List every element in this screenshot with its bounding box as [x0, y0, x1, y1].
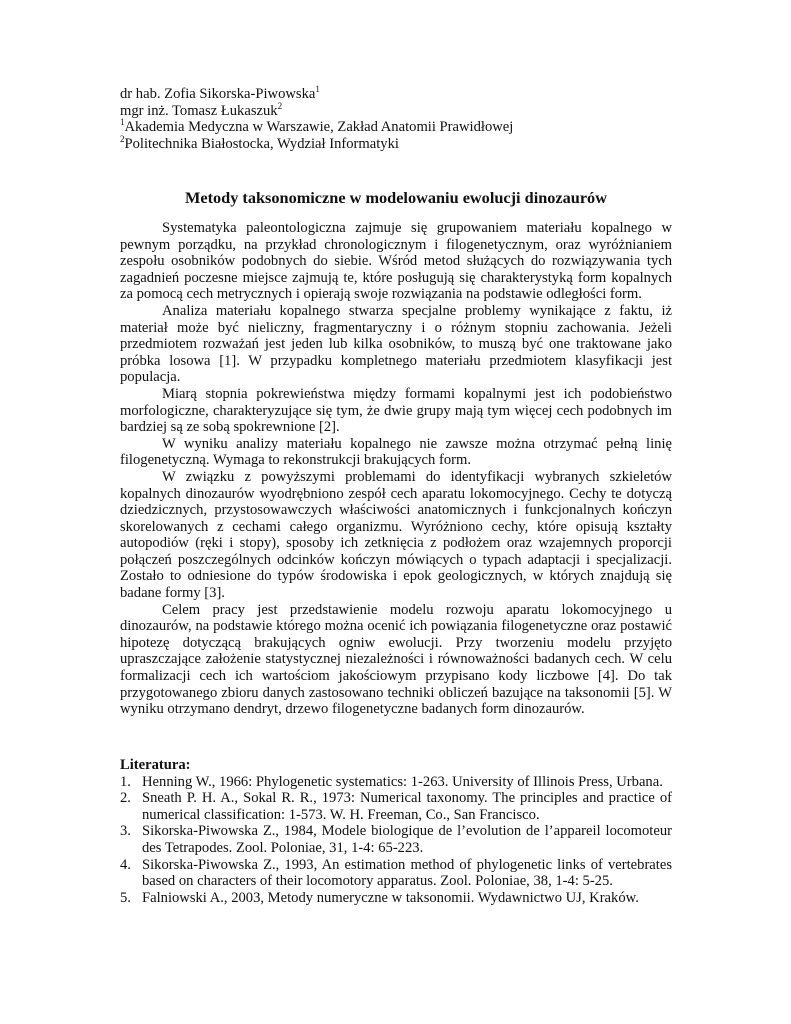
- body-paragraph: Systematyka paleontologiczna zajmuje się grupowaniem materiału kopalnego w pewnym porządku, na przykład chronologicznym i filogenetycznym, oraz wyróżnianiem zespołu osobników podobnych do siebie. Wśród metod służących do rozwiązywania tych zagadnień poczesne miejsce zajmują te, które posługują się charakterystyką form kopalnych za pomocą cech metrycznych i opierają swoje rozwiązania na podstawie odległości form.: [120, 220, 672, 303]
- author-line: [120, 86, 680, 103]
- reference-item: [120, 890, 672, 907]
- affiliation-line: [120, 119, 680, 136]
- reference-text: Sneath P. H. A., Sokal R. R., 1973: Numerical taxonomy. The principles and practice of numerical classification: 1-573. W. H. Freeman, Co., San Francisco.: [142, 790, 672, 823]
- affiliation-text: Politechnika Białostocka, Wydział Informatyki: [124, 135, 399, 152]
- reference-number: 2.: [120, 790, 131, 807]
- reference-text: Sikorska-Piwowska Z., 1993, An estimation method of phylogenetic links of vertebrates based on characters of their locomotory apparatus. Zool. Poloniae, 38, 1-4: 5-25.: [142, 856, 672, 890]
- body-paragraph: Miarą stopnia pokrewieństwa między formami kopalnymi jest ich podobieństwo morfologiczne, charakteryzujące się tym, że dwie grupy mają tym więcej cech podobnych im bardziej są ze sobą spokrewnione [2].: [120, 385, 672, 436]
- reference-text: Falniowski A., 2003, Metody numeryczne w taksonomii. Wydawnictwo UJ, Kraków.: [142, 889, 639, 906]
- body-paragraph: W wyniku analizy materiału kopalnego nie zawsze można otrzymać pełną linię filogenetyczną. Wymaga to rekonstrukcji brakujących form.: [120, 435, 672, 469]
- reference-text: Sikorska-Piwowska Z., 1984, Modele biologique de l’evolution de l’appareil locomoteur des Tetrapodes. Zool. Poloniae, 31, 1-4: 65-223.: [142, 823, 672, 856]
- author-name: dr hab. Zofia Sikorska-Piwowska: [120, 86, 316, 102]
- affiliation-superscript: 2: [120, 133, 125, 144]
- author-name: mgr inż. Tomasz Łukaszuk: [120, 102, 278, 119]
- references-heading: Literatura:: [120, 757, 191, 773]
- body-paragraph: Celem pracy jest przedstawienie modelu rozwoju aparatu lokomocyjnego u dinozaurów, na podstawie którego można ocenić ich powiązania filogenetyczne oraz postawić hipotezę dotyczącą brakujących ogniw ewolucji. Przy tworzeniu modelu przyjęto upraszczające założenie statystycznej niezależności i równoważności badanych cech. W celu formalizacji cech ich wartościom jakościowym przypisano kody liczbowe [4]. Do tak przygotowanego zbioru danych zastosowano techniki obliczeń bazujące na taksonomii [5]. W wyniku otrzymano dendryt, drzewo filogenetyczne badanych form dinozaurów.: [120, 601, 672, 718]
- body-paragraph: W związku z powyższymi problemami do identyfikacji wybranych szkieletów kopalnych dinozaurów wyodrębniono zespół cech aparatu lokomocyjnego. Cechy te dotyczą dziedzicznych, przystosowawczych właściwości anatomicznych i funkcjonalnych kończyn skorelowanych z cechami całego organizmu. Wyróżniono cechy, które opisują kształty autopodiów (ręki i stopy), sposoby ich zetknięcia z podłożem oraz wzajemnych proporcji połączeń poszczególnych odcinków kończyn mówiących o typach adaptacji i specjalizacji. Zostało to odniesione do typów środowiska i epok geologicznych, w których znajdują się badane formy [3].: [120, 468, 672, 602]
- reference-item: [120, 774, 672, 791]
- body-paragraph: Analiza materiału kopalnego stwarza specjalne problemy wynikające z faktu, iż materiał może być nieliczny, fragmentaryczny i o różnym stopniu zachowania. Jeżeli przedmiotem rozważań jest jeden lub kilka osobników, to muszą być one traktowane jako próbka losowa [1]. W przypadku kompletnego materiału przedmiotem klasyfikacji jest populacja.: [120, 302, 672, 386]
- paper-title: Metody taksonomiczne w modelowaniu ewolucji dinozaurów: [185, 188, 607, 207]
- reference-item: [120, 823, 672, 856]
- affiliation-text: Akademia Medyczna w Warszawie, Zakład Anatomii Prawidłowej: [124, 119, 514, 136]
- reference-number: 3.: [120, 823, 131, 840]
- paper-body: [120, 220, 672, 718]
- author-line: [120, 100, 680, 120]
- reference-number: 1.: [120, 773, 131, 790]
- references-list: [120, 774, 672, 907]
- reference-item: [120, 790, 672, 823]
- author-superscript: 1: [315, 84, 320, 94]
- author-superscript: 2: [277, 100, 283, 111]
- reference-number: 4.: [120, 856, 131, 873]
- reference-text: Henning W., 1966: Phylogenetic systematics: 1-263. University of Illinois Press, Urbana.: [142, 773, 663, 790]
- references-section: [120, 757, 672, 906]
- affiliation-superscript: 1: [120, 117, 125, 128]
- author-block: [120, 86, 680, 152]
- affiliation-line: [120, 133, 680, 153]
- reference-item: [120, 857, 672, 890]
- reference-number: 5.: [120, 889, 131, 906]
